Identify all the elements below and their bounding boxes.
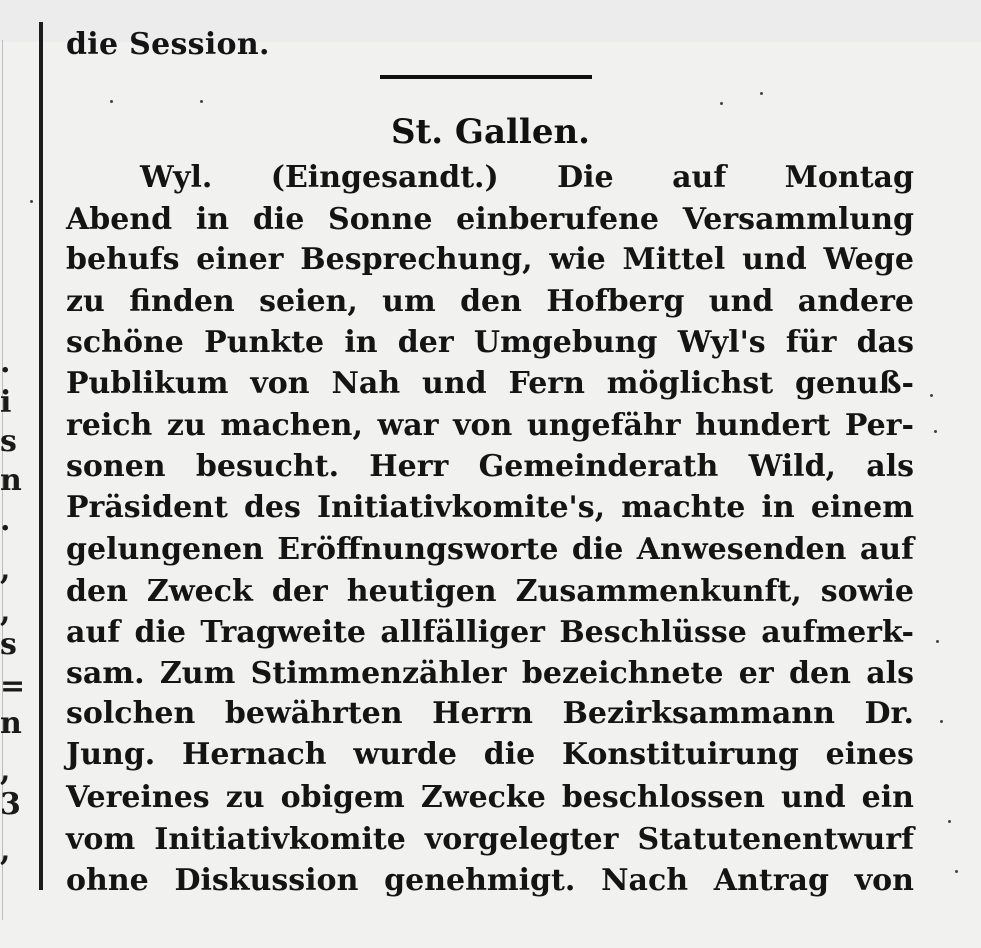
gutter-mark: s	[0, 424, 17, 459]
gutter-mark: n	[0, 463, 22, 498]
article-line: Vereines zu obigem Zwecke beschlossen und ein	[66, 780, 914, 815]
gutter-mark: 3	[0, 787, 21, 822]
gutter-mark: i	[0, 385, 12, 420]
gutter-mark: .	[0, 503, 11, 538]
article-line: Wyl. (Eingesandt.) Die auf Montag	[140, 160, 914, 195]
article-line: gelungenen Eröffnungsworte die Anwesenden auf	[66, 532, 914, 567]
article-line: den Zweck der heutigen Zusammenkunft, sowie	[66, 574, 914, 609]
column-rule	[39, 22, 43, 890]
article-line: Jung. Hernach wurde die Konstituirung eines	[66, 737, 914, 772]
article-line: Abend in die Sonne einberufene Versammlung	[66, 202, 914, 237]
article-line: sonen besucht. Herr Gemeinderath Wild, als	[66, 449, 914, 484]
section-heading: St. Gallen.	[390, 112, 591, 152]
gutter-mark: ,	[0, 594, 11, 629]
gutter-mark: .	[0, 345, 11, 380]
article-line: zu finden seien, um den Hofberg und andere	[66, 284, 914, 319]
article-line: sam. Zum Stimmenzähler bezeichnete er den als	[66, 656, 914, 691]
article-line: schöne Punkte in der Umgebung Wyl's für das	[66, 325, 914, 360]
gutter-mark: ,	[0, 753, 11, 788]
article-line: Publikum von Nah und Fern möglichst genuß-	[66, 366, 914, 401]
article-line: reich zu machen, war von ungefähr hundert Per-	[66, 408, 914, 443]
article-line: solchen bewährten Herrn Bezirksammann Dr.	[66, 696, 914, 731]
article-line: auf die Tragweite allfälliger Beschlüsse aufmerk-	[66, 615, 914, 650]
article-line: Präsident des Initiativkomite's, machte in einem	[66, 490, 914, 525]
article-line: vom Initiativkomite vorgelegter Statutenentwurf	[66, 822, 914, 857]
gutter-mark: ,	[0, 552, 11, 587]
gutter-mark: s	[0, 627, 17, 662]
previous-article-tail: die Session.	[66, 27, 270, 62]
article-line: behufs einer Besprechung, wie Mittel und Wege	[66, 242, 914, 277]
section-divider	[380, 75, 592, 79]
article-line: ohne Diskussion genehmigt. Nach Antrag von	[66, 863, 914, 898]
gutter-mark: =	[0, 669, 26, 704]
gutter-mark: ,	[0, 833, 11, 868]
gutter-mark: n	[0, 706, 22, 741]
